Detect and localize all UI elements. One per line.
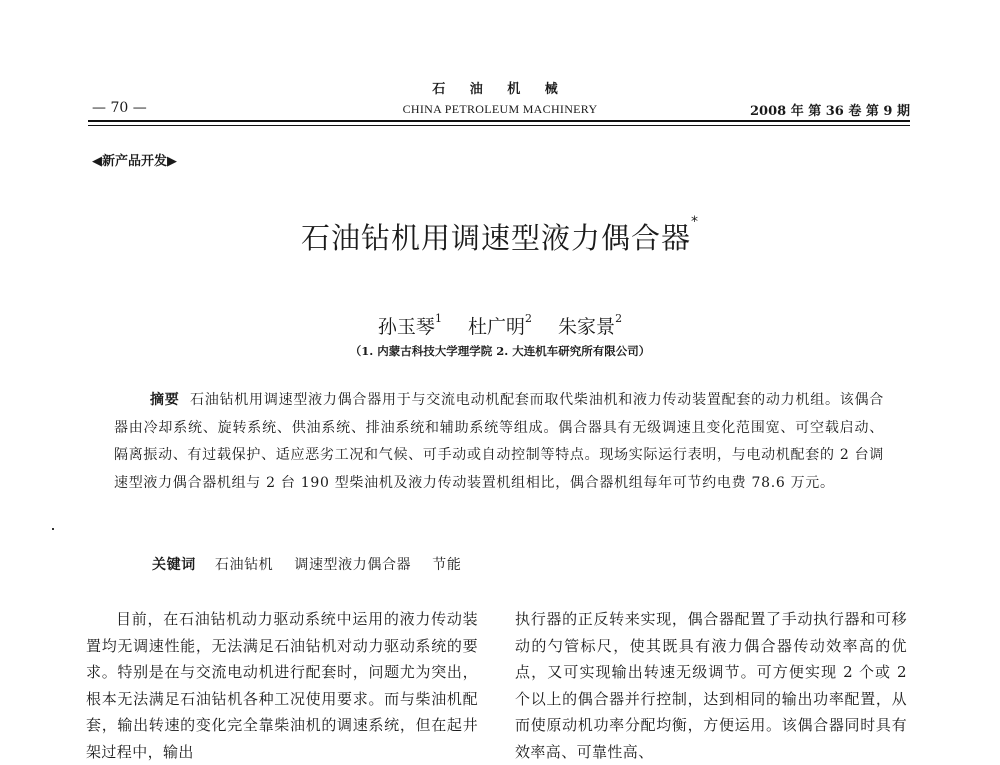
author	[377, 312, 442, 338]
scan-speck	[52, 528, 54, 530]
article-title-text: 石油钻机用调速型液力偶合器	[300, 221, 691, 255]
page-number: — 70 —	[92, 100, 147, 116]
author-affil-mark: 2	[615, 312, 623, 325]
header-rule-thin	[88, 125, 910, 126]
keywords	[152, 554, 477, 574]
abstract-label: 摘要	[150, 392, 180, 408]
title-footnote-mark: *	[691, 214, 699, 230]
author	[467, 312, 532, 338]
header-rule-thick	[88, 120, 910, 122]
body-column-left: 目前，在石油钻机动力驱动系统中运用的液力传动装置均无调速性能，无法满足石油钻机对动力驱动系统的要求。特别是在与交流电动机进行配套时，问题尤为突出，根本无法满足石油钻机各种工况使用要求。而与柴油机配套，输出转速的变化完全靠柴油机的调速系统，但在起井架过程中，输出	[86, 610, 478, 761]
issue-info: 2008 年 第 36 卷 第 9 期	[750, 104, 910, 119]
journal-title-en: CHINA PETROLEUM MACHINERY	[402, 102, 598, 116]
keyword: 调速型液力偶合器	[294, 557, 412, 573]
keyword: 节能	[432, 557, 462, 573]
article-title	[0, 216, 1000, 257]
abstract	[114, 387, 884, 497]
author	[558, 312, 623, 338]
author-name: 朱家景	[558, 316, 616, 338]
affiliations: （1. 内蒙古科技大学理学院 2. 大连机车研究所有限公司）	[349, 344, 651, 358]
keyword: 石油钻机	[214, 557, 274, 573]
author-list	[0, 312, 1000, 339]
author-affil-mark: 2	[525, 312, 532, 325]
keywords-label: 关键词	[152, 557, 196, 573]
section-tag: ◀新产品开发▶	[92, 154, 177, 169]
author-affil-mark: 1	[434, 312, 442, 325]
journal-title-cn: 石 油 机 械	[432, 82, 568, 97]
author-name: 孙玉琴	[377, 316, 435, 338]
abstract-text: 石油钻机用调速型液力偶合器用于与交流电动机配套而取代柴油机和液力传动装置配套的动力机组。该偶合器由冷却系统、旋转系统、供油系统、排油系统和辅助系统等组成。偶合器具有无级调速且变化范围宽、可空载启动、隔离振动、有过载保护、适应恶劣工况和气候、可手动或自动控制等特点。现场实际运行表明，与电动机配套的 2 台调速型液力偶合器机组与 2 台 190 型柴油机及液力传动装置机组相比，偶合器机组每年可节约电费 78.6 万元。	[114, 392, 884, 491]
body-column-right: 执行器的正反转来实现，偶合器配置了手动执行器和可移动的勺管标尺，使其既具有液力偶合器传动效率高的优点，又可实现输出转速无级调节。可方便实现 2 个或 2 个以上的偶合器并行控制，达到相同的输出功率配置，从而使原动机功率分配均衡，方便运用。该偶合器同时具有效率高、可靠性高、	[515, 610, 907, 761]
author-name: 杜广明	[467, 316, 525, 338]
